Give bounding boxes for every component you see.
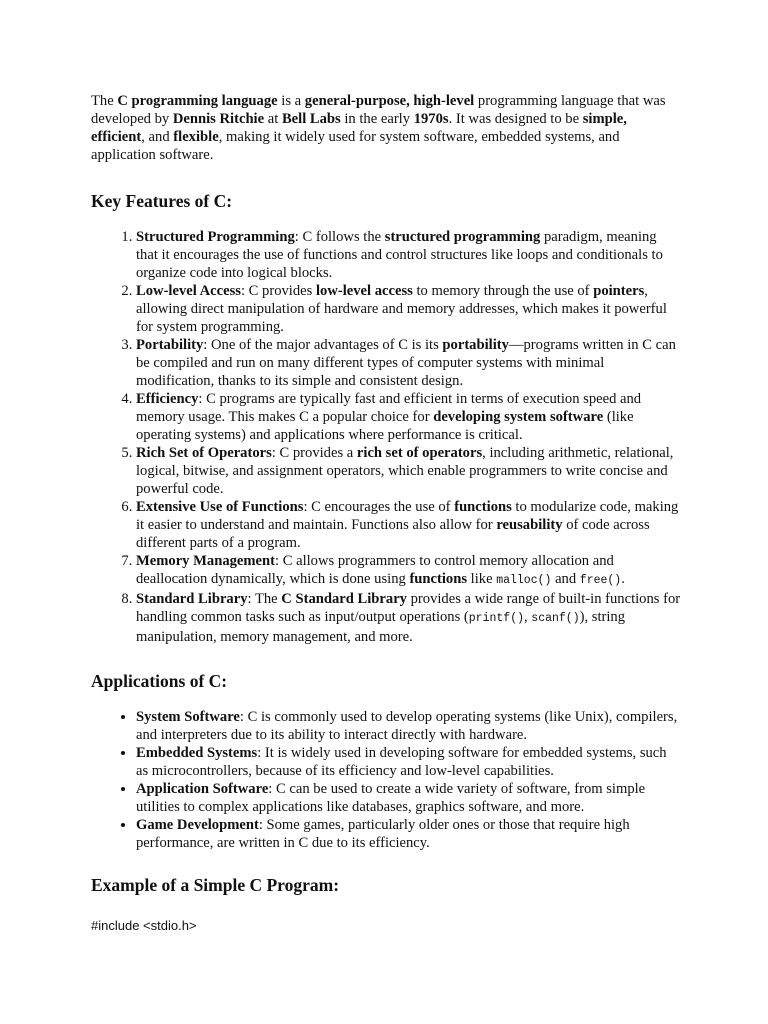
- inline-code: free(): [579, 574, 622, 587]
- item-bold: portability: [442, 337, 509, 353]
- list-item: [136, 282, 681, 336]
- intro-bold: flexible: [173, 129, 219, 145]
- features-list: [91, 228, 681, 646]
- list-item: [136, 552, 681, 590]
- applications-list: [91, 708, 681, 852]
- intro-bold: 1970s: [413, 111, 449, 127]
- list-item: [136, 744, 681, 780]
- intro-bold: general-purpose, high-level: [304, 93, 475, 109]
- item-bold: functions: [409, 571, 468, 587]
- item-bold: low-level access: [315, 283, 413, 299]
- item-text: : C follows the: [294, 229, 385, 245]
- item-term: Memory Management: [136, 553, 275, 569]
- code-include-line: #include <stdio.h>: [91, 918, 197, 933]
- intro-text: in the early: [340, 111, 414, 127]
- intro-text: , making it widely used for system software, embedded systems, and application software.: [91, 129, 620, 163]
- item-term: Embedded Systems: [136, 745, 258, 761]
- inline-code: scanf(): [531, 612, 580, 625]
- item-text: , including arithmetic, relational, logical, bitwise, and assignment operators, which enable programmers to write concise and powerful code.: [136, 445, 674, 497]
- intro-text: The: [91, 93, 118, 109]
- item-term: Rich Set of Operators: [136, 445, 272, 461]
- item-text: —programs written in C can be compiled and run on many different types of computer systems with minimal modification, thanks to its simple and consistent design.: [136, 337, 676, 389]
- item-text: : One of the major advantages of C is its: [203, 337, 443, 353]
- key-features-heading: Key Features of C:: [91, 191, 233, 211]
- list-item: [136, 590, 681, 646]
- item-term: System Software: [136, 709, 240, 725]
- list-item: [136, 228, 681, 282]
- item-bold: pointers: [593, 283, 645, 299]
- item-text: : C provides a: [271, 445, 357, 461]
- item-text: : Some games, particularly older ones or those that require high performance, are written in C due to its efficiency.: [136, 817, 630, 851]
- item-term: Portability: [136, 337, 204, 353]
- item-text: of code across different parts of a program.: [136, 517, 650, 551]
- example-heading: Example of a Simple C Program:: [91, 875, 340, 895]
- item-text: .: [621, 571, 625, 587]
- item-text: : C can be used to create a wide variety of software, from simple utilities to complex applications like databases, graphics software, and more.: [136, 781, 646, 815]
- item-term: Low-level Access: [136, 283, 241, 299]
- item-term: Structured Programming: [136, 229, 295, 245]
- item-term: Application Software: [136, 781, 269, 797]
- intro-text: at: [264, 111, 282, 127]
- item-bold: C Standard Library: [281, 591, 407, 607]
- inline-code: printf(): [468, 612, 524, 625]
- intro-paragraph: [91, 92, 681, 164]
- intro-bold: Dennis Ritchie: [172, 111, 265, 127]
- intro-bold: Bell Labs: [281, 111, 341, 127]
- applications-heading: Applications of C:: [91, 671, 228, 691]
- item-text: to modularize code, making it easier to understand and maintain. Functions also allow for: [136, 499, 679, 533]
- item-text: like: [467, 571, 497, 587]
- item-bold: developing system software: [433, 409, 604, 425]
- item-text: ,: [524, 609, 532, 625]
- item-text: provides a wide range of built-in functions for handling common tasks such as input/output operations (: [136, 591, 681, 625]
- item-text: to memory through the use of: [412, 283, 594, 299]
- list-item: [136, 336, 681, 390]
- list-item: [136, 816, 681, 852]
- list-item: [136, 498, 681, 552]
- intro-text: programming language that was developed by: [91, 93, 666, 127]
- intro-text: . It was designed to be: [448, 111, 583, 127]
- item-text: and: [551, 571, 580, 587]
- item-text: , allowing direct manipulation of hardware and memory addresses, which makes it powerful for system programming.: [136, 283, 667, 335]
- intro-text: is a: [277, 93, 305, 109]
- inline-code: malloc(): [496, 574, 552, 587]
- item-bold: rich set of operators: [356, 445, 483, 461]
- list-item: [136, 444, 681, 498]
- intro-bold: C programming language: [117, 93, 278, 109]
- item-text: : C is commonly used to develop operating systems (like Unix), compilers, and interpreters due to its ability to interact directly with hardware.: [136, 709, 678, 743]
- item-bold: structured programming: [384, 229, 541, 245]
- item-text: paradigm, meaning that it encourages the use of functions and control structures like loops and conditionals to organize code into logical blocks.: [136, 229, 663, 281]
- list-item: [136, 390, 681, 444]
- item-text: : C programs are typically fast and efficient in terms of execution speed and memory usage. This makes C a popular choice for: [136, 391, 642, 425]
- item-term: Game Development: [136, 817, 259, 833]
- intro-bold: simple, efficient: [91, 111, 627, 145]
- item-bold: reusability: [496, 517, 563, 533]
- intro-text: , and: [141, 129, 174, 145]
- item-text: ), string manipulation, memory management, and more.: [136, 609, 626, 645]
- item-bold: functions: [454, 499, 512, 515]
- item-text: : C provides: [240, 283, 316, 299]
- item-text: : C encourages the use of: [303, 499, 455, 515]
- item-term: Efficiency: [136, 391, 199, 407]
- list-item: [136, 708, 681, 744]
- document-page: [91, 92, 681, 934]
- item-text: : The: [247, 591, 282, 607]
- item-term: Standard Library: [136, 591, 248, 607]
- item-text: : It is widely used in developing software for embedded systems, such as microcontrollers, because of its efficiency and low-level capabilities.: [136, 745, 667, 779]
- item-text: (like operating systems) and applications where performance is critical.: [136, 409, 634, 443]
- list-item: [136, 780, 681, 816]
- item-text: : C allows programmers to control memory allocation and deallocation dynamically, which is done using: [136, 553, 614, 587]
- item-term: Extensive Use of Functions: [136, 499, 304, 515]
